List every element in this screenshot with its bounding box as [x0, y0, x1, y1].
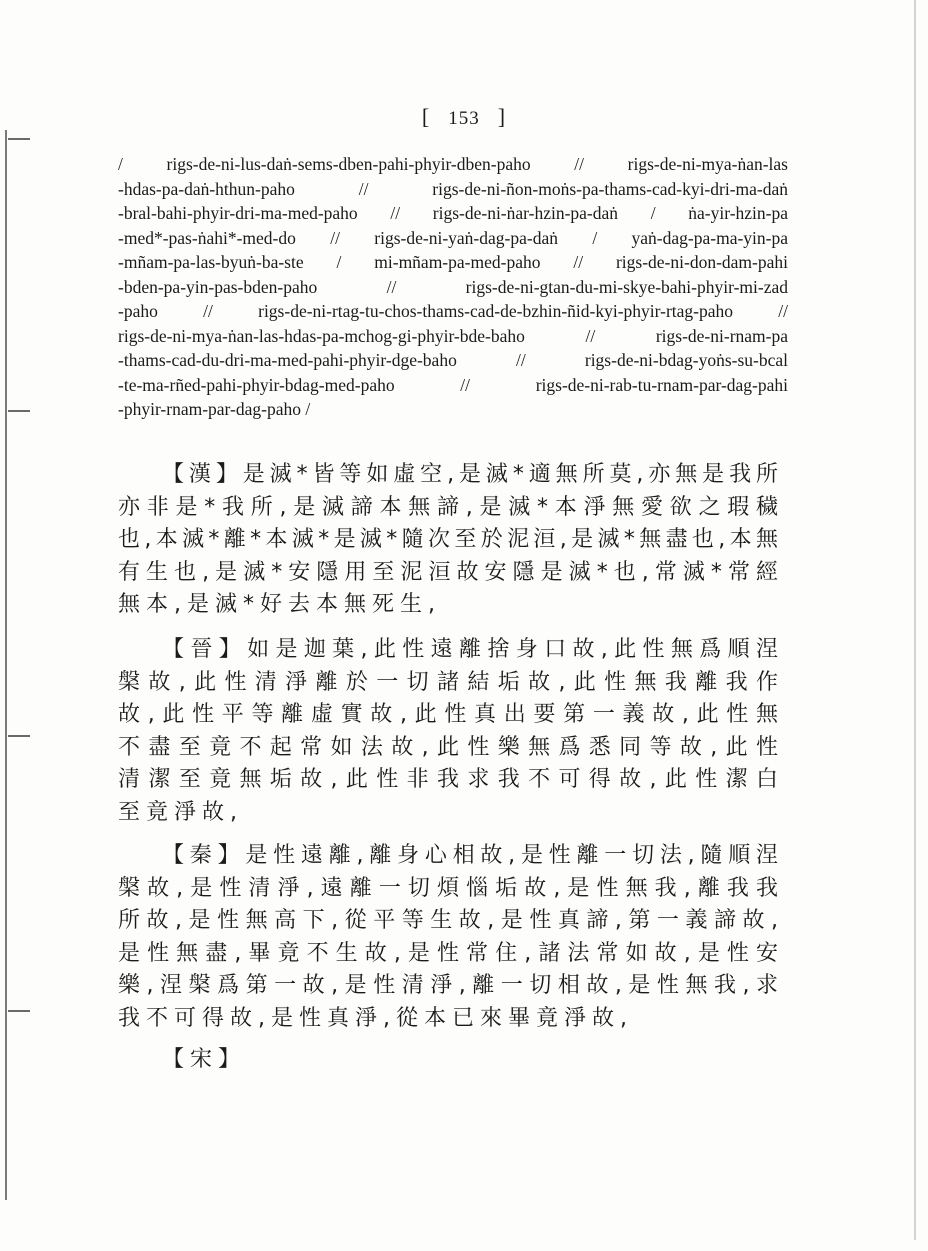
section-han-line: 無本,是滅*好去本無死生,	[118, 592, 441, 618]
page-number-value: 153	[448, 108, 480, 129]
section-jin-line: 清潔至竟無垢故,此性非我求我不可得故,此性潔白	[118, 767, 778, 793]
section-han	[118, 459, 778, 622]
section-jin-line: 故,此性平等離虛實故,此性真出要第一義故,此性無	[118, 702, 778, 728]
section-jin	[118, 634, 778, 830]
margin-tick	[8, 1010, 30, 1012]
tibetan-line: -te-ma-rñed-pahi-phyir-bdag-med-paho // rigs-de-ni-rab-tu-rnam-par-dag-pahi	[118, 374, 788, 395]
margin-tick	[8, 410, 30, 412]
section-jin-line: 不盡至竟不起常如法故,此性樂無爲悉同等故,此性	[118, 734, 778, 760]
tibetan-transliteration	[118, 152, 788, 422]
tibetan-line: -thams-cad-du-dri-ma-med-pahi-phyir-dge-baho // rigs-de-ni-bdag-yoṅs-su-bcal	[118, 350, 788, 370]
margin-tick	[8, 138, 30, 140]
section-jin-line: 【晉】如是迦葉,此性遠離捨身口故,此性無爲順涅	[162, 637, 778, 662]
section-song	[118, 1044, 778, 1077]
tibetan-line: -bral-bahi-phyir-dri-ma-med-paho // rigs-de-ni-ṅar-hzin-pa-daṅ / ṅa-yir-hzin-pa	[118, 203, 788, 223]
tibetan-line: -phyir-rnam-par-dag-paho /	[118, 399, 311, 419]
section-qin-line: 樂,涅槃爲第一故,是性清淨,離一切相故,是性無我,求	[118, 973, 778, 999]
section-qin-line: 我不可得故,是性真淨,從本已來畢竟淨故,	[118, 1005, 633, 1031]
section-han-line: 有生也,是滅*安隱用至泥洹故安隱是滅*也,常滅*常經	[118, 559, 778, 585]
page-number-bracket-open: [	[421, 104, 431, 129]
section-song-heading: 【宋】	[162, 1047, 247, 1072]
section-jin-line: 至竟淨故,	[118, 799, 243, 825]
tibetan-line: rigs-de-ni-mya-ṅan-las-hdas-pa-mchog-gi-phyir-bde-baho // rigs-de-ni-rnam-pa	[118, 325, 788, 346]
tibetan-line: -hdas-pa-daṅ-hthun-paho // rigs-de-ni-ñon-moṅs-pa-thams-cad-kyi-dri-ma-daṅ	[118, 178, 788, 199]
tibetan-line: / rigs-de-ni-lus-daṅ-sems-dben-pahi-phyir-dben-paho // rigs-de-ni-mya-ṅan-las	[118, 154, 788, 174]
tibetan-line: -bden-pa-yin-pas-bden-paho // rigs-de-ni-gtan-du-mi-skye-bahi-phyir-mi-zad	[118, 276, 788, 297]
binding-edge	[5, 130, 7, 1200]
section-qin-line: 所故,是性無高下,從平等生故,是性真諦,第一義諦故,	[118, 908, 778, 934]
tibetan-line: -mñam-pa-las-byuṅ-ba-ste / mi-mñam-pa-med-paho // rigs-de-ni-don-dam-pahi	[118, 252, 788, 272]
tibetan-line: -paho // rigs-de-ni-rtag-tu-chos-thams-cad-de-bzhin-ñid-kyi-phyir-rtag-paho //	[118, 301, 788, 321]
tibetan-line: -med*-pas-ṅahi*-med-do // rigs-de-ni-yaṅ-dag-pa-daṅ / yaṅ-dag-pa-ma-yin-pa	[118, 227, 788, 248]
page-number-bracket-close: ]	[497, 104, 507, 129]
section-qin-line: 槃故,是性清淨,遠離一切煩惱垢故,是性無我,離我我	[118, 875, 778, 901]
section-han-line: 也,本滅*離*本滅*是滅*隨次至於泥洹,是滅*無盡也,本無	[118, 527, 778, 553]
section-qin	[118, 840, 778, 1036]
page-number	[0, 104, 928, 130]
section-jin-line: 槃故,此性清淨離於一切諸結垢故,此性無我離我作	[118, 669, 778, 695]
section-han-line: 亦非是*我所,是滅諦本無諦,是滅*本淨無愛欲之瑕穢	[118, 494, 778, 520]
page-edge	[914, 0, 916, 1240]
section-han-line: 【漢】是滅*皆等如虛空,是滅*適無所莫,亦無是我所	[162, 462, 778, 487]
section-qin-line: 【秦】是性遠離,離身心相故,是性離一切法,隨順涅	[162, 843, 778, 868]
section-qin-line: 是性無盡,畢竟不生故,是性常住,諸法常如故,是性安	[118, 940, 778, 966]
margin-tick	[8, 735, 30, 737]
